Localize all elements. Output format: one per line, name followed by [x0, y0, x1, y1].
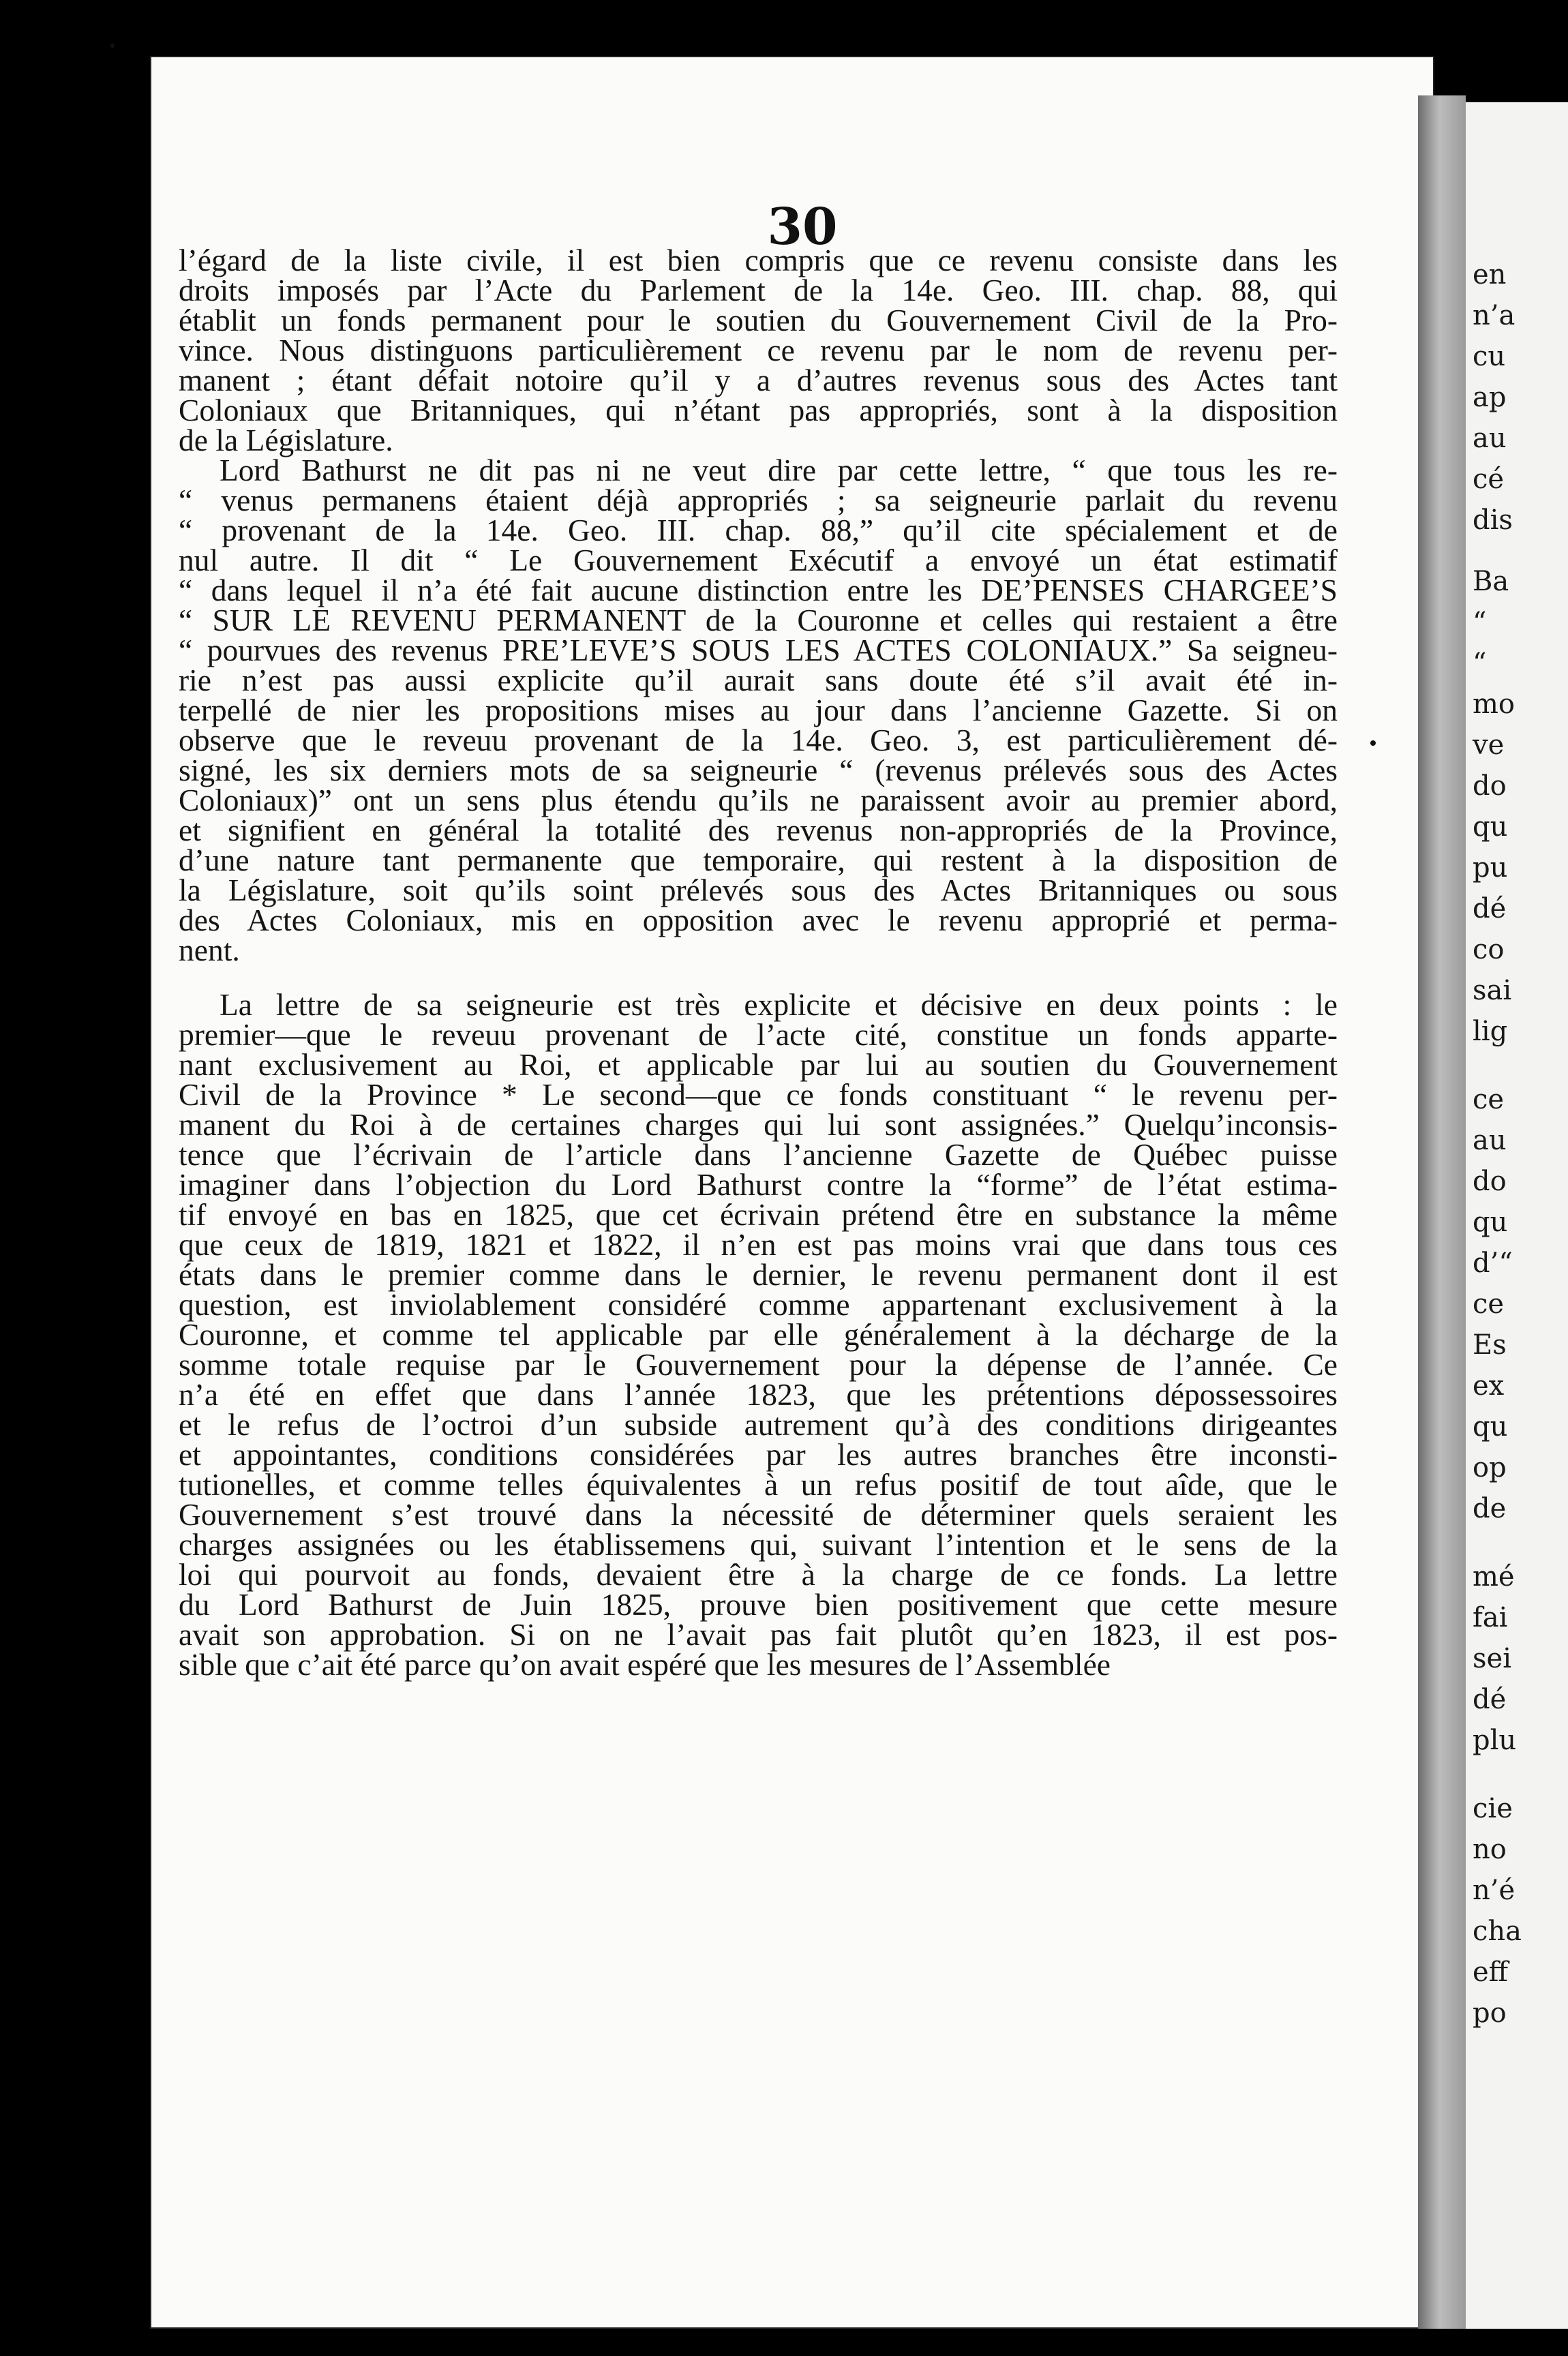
adjacent-page-fragment: do	[1473, 770, 1507, 802]
text-line: et appointantes, conditions considérées par les autres branches être inconsti-	[179, 1437, 1338, 1472]
paragraph	[179, 245, 1338, 455]
adjacent-page-fragment: qu	[1473, 811, 1508, 843]
text-line: manent ; étant défait notoire qu’il y a d’autres revenus sous des Actes tant	[179, 363, 1338, 397]
adjacent-page-fragment: qu	[1473, 1207, 1508, 1238]
text-line: Coloniaux que Britanniques, qui n’étant pas appropriés, sont à la disposition	[179, 393, 1338, 427]
adjacent-page-fragment: en	[1473, 259, 1507, 290]
text-line: et le refus de l’octroi d’un subside autrement qu’à des conditions dirigeantes	[179, 1407, 1338, 1442]
text-line: premier—que le reveuu provenant de l’acte cité, constitue un fonds apparte-	[179, 1017, 1338, 1052]
text-line: Gouvernement s’est trouvé dans la nécessité de déterminer quels seraient les	[179, 1497, 1338, 1532]
text-line: états dans le premier comme dans le dernier, le revenu permanent dont il est	[179, 1257, 1338, 1292]
adjacent-page-fragment: ce	[1473, 1288, 1505, 1320]
adjacent-page-fragment: pu	[1473, 852, 1508, 883]
adjacent-page-fragment: cé	[1473, 464, 1505, 495]
text-line: du Lord Bathurst de Juin 1825, prouve bien positivement que cette mesure	[179, 1587, 1338, 1622]
adjacent-page-edge	[1466, 102, 1568, 2329]
text-line: rie n’est pas aussi explicite qu’il aurait sans doute été s’il avait été in-	[179, 663, 1338, 697]
adjacent-page-fragment: Es	[1473, 1329, 1507, 1361]
adjacent-page-fragment: cu	[1473, 341, 1506, 372]
text-line: l’égard de la liste civile, il est bien compris que ce revenu consiste dans les	[179, 243, 1338, 277]
text-line: et signifient en général la totalité des revenus non-appropriés de la Province,	[179, 813, 1338, 847]
text-line: observe que le reveuu provenant de la 14e. Geo. 3, est particulièrement dé-	[179, 723, 1338, 757]
adjacent-page-fragment: po	[1473, 1997, 1507, 2029]
adjacent-page-fragment: ce	[1473, 1084, 1505, 1115]
text-line: “ SUR LE REVENU PERMANENT de la Couronne et celles qui restaient a être	[179, 603, 1338, 637]
text-line: tif envoyé en bas en 1825, que cet écrivain prétend être en substance la même	[179, 1197, 1338, 1232]
text-line: Civil de la Province * Le second—que ce fonds constituant “ le revenu per-	[179, 1077, 1338, 1112]
adjacent-page-fragment: Ba	[1473, 566, 1509, 597]
text-line: sible que c’ait été parce qu’on avait espéré que les mesures de l’Assemblée	[179, 1647, 1111, 1682]
text-line: Couronne, et comme tel applicable par elle généralement à la décharge de la	[179, 1317, 1338, 1352]
page-number: 30	[767, 198, 838, 256]
paragraph	[179, 455, 1338, 965]
text-line: vince. Nous distinguons particulièrement ce revenu par le nom de revenu per-	[179, 333, 1338, 367]
adjacent-page-fragment: “	[1473, 648, 1487, 679]
text-line: “ dans lequel il n’a été fait aucune distinction entre les DE’PENSES CHARGEE’S	[179, 573, 1338, 607]
adjacent-page-fragment: d’“	[1473, 1248, 1513, 1279]
adjacent-page-fragment: ap	[1473, 382, 1507, 413]
adjacent-page-fragment: op	[1473, 1452, 1507, 1483]
text-line: “ provenant de la 14e. Geo. III. chap. 88,” qu’il cite spécialement et de	[179, 513, 1338, 547]
text-line: d’une nature tant permanente que temporaire, qui restent à la disposition de	[179, 843, 1338, 877]
scan-speck	[110, 44, 115, 48]
text-line: Coloniaux)” ont un sens plus étendu qu’ils ne paraissent avoir au premier abord,	[179, 783, 1338, 817]
adjacent-page-fragment: qu	[1473, 1411, 1508, 1443]
text-line: avait son approbation. Si on ne l’avait pas fait plutôt qu’en 1823, il est pos-	[179, 1617, 1338, 1652]
adjacent-page-fragment: fai	[1473, 1602, 1508, 1633]
adjacent-page-fragment: lig	[1473, 1016, 1508, 1047]
text-line: tence que l’écrivain de l’article dans l’ancienne Gazette de Québec puisse	[179, 1137, 1338, 1172]
text-line: établit un fonds permanent pour le soutien du Gouvernement Civil de la Pro-	[179, 303, 1338, 337]
paragraph	[179, 987, 1338, 1682]
adjacent-page-fragment: mo	[1473, 689, 1516, 720]
text-line: Lord Bathurst ne dit pas ni ne veut dire par cette lettre, “ que tous les re-	[220, 453, 1338, 487]
adjacent-page-fragment: n’a	[1473, 300, 1516, 331]
book-gutter	[1418, 95, 1466, 2329]
text-line: loi qui pourvoit au fonds, devaient être à la charge de ce fonds. La lettre	[179, 1557, 1338, 1592]
adjacent-page-fragment: ve	[1473, 729, 1505, 761]
adjacent-page-fragment: cie	[1473, 1793, 1513, 1824]
text-line: imaginer dans l’objection du Lord Bathurst contre la “forme” de l’état estima-	[179, 1167, 1338, 1202]
adjacent-page-fragment: plu	[1473, 1725, 1517, 1756]
page-body-text	[179, 245, 1338, 1680]
adjacent-page-fragment: de	[1473, 1493, 1507, 1524]
text-line: charges assignées ou les établissemens qui, suivant l’intention et le sens de la	[179, 1527, 1338, 1562]
adjacent-page-fragment: do	[1473, 1166, 1507, 1197]
text-line: nant exclusivement au Roi, et applicable par lui au soutien du Gouvernement	[179, 1047, 1338, 1082]
adjacent-page-fragment: sei	[1473, 1643, 1511, 1674]
text-line: La lettre de sa seigneurie est très explicite et décisive en deux points : le	[220, 987, 1338, 1022]
text-line: la Législature, soit qu’ils soint prélevés sous des Actes Britanniques ou sous	[179, 873, 1338, 907]
adjacent-page-fragment: no	[1473, 1834, 1507, 1865]
adjacent-page-fragment: au	[1473, 423, 1507, 454]
adjacent-page-fragment: n’é	[1473, 1875, 1516, 1906]
text-line: n’a été en effet que dans l’année 1823, que les prétentions dépossessoires	[179, 1377, 1338, 1412]
text-line: “ venus permanens étaient déjà appropriés ; sa seigneurie parlait du revenu	[179, 483, 1338, 517]
text-line: question, est inviolablement considéré comme appartenant exclusivement à la	[179, 1287, 1338, 1322]
adjacent-page-fragment: sai	[1473, 975, 1512, 1006]
text-line: somme totale requise par le Gouvernement pour la dépense de l’année. Ce	[179, 1347, 1338, 1382]
adjacent-page-fragment: cha	[1473, 1916, 1522, 1947]
scan-speck	[1370, 740, 1376, 746]
text-line: nul autre. Il dit “ Le Gouvernement Exécutif a envoyé un état estimatif	[179, 543, 1338, 577]
text-line: terpellé de nier les propositions mises au jour dans l’ancienne Gazette. Si on	[179, 693, 1338, 727]
adjacent-page-fragment: dis	[1473, 504, 1513, 536]
text-line: des Actes Coloniaux, mis en opposition avec le revenu approprié et perma-	[179, 903, 1338, 937]
paragraph-gap	[179, 965, 1338, 990]
text-line: “ pourvues des revenus PRE’LEVE’S SOUS LES ACTES COLONIAUX.” Sa seigneu-	[179, 633, 1338, 667]
adjacent-page-fragment: mé	[1473, 1561, 1515, 1592]
text-line: tutionelles, et comme telles équivalentes à un refus positif de tout aîde, que le	[179, 1467, 1338, 1502]
adjacent-page-fragment: eff	[1473, 1957, 1509, 1988]
text-line: manent du Roi à de certaines charges qui lui sont assignées.” Quelqu’inconsis-	[179, 1107, 1338, 1142]
adjacent-page-fragment: au	[1473, 1125, 1507, 1156]
text-line: de la Législature.	[179, 423, 393, 457]
adjacent-page-fragment: dé	[1473, 1684, 1507, 1715]
text-line: droits imposés par l’Acte du Parlement de la 14e. Geo. III. chap. 88, qui	[179, 273, 1338, 307]
text-line: que ceux de 1819, 1821 et 1822, il n’en est pas moins vrai que dans tous ces	[179, 1227, 1338, 1262]
adjacent-page-fragment: ex	[1473, 1370, 1505, 1402]
adjacent-page-fragment: co	[1473, 934, 1505, 965]
text-line: nent.	[179, 933, 240, 967]
adjacent-page-fragment: dé	[1473, 893, 1507, 924]
adjacent-page-fragment: “	[1473, 607, 1487, 638]
text-line: signé, les six derniers mots de sa seigneurie “ (revenus prélevés sous des Actes	[179, 753, 1338, 787]
